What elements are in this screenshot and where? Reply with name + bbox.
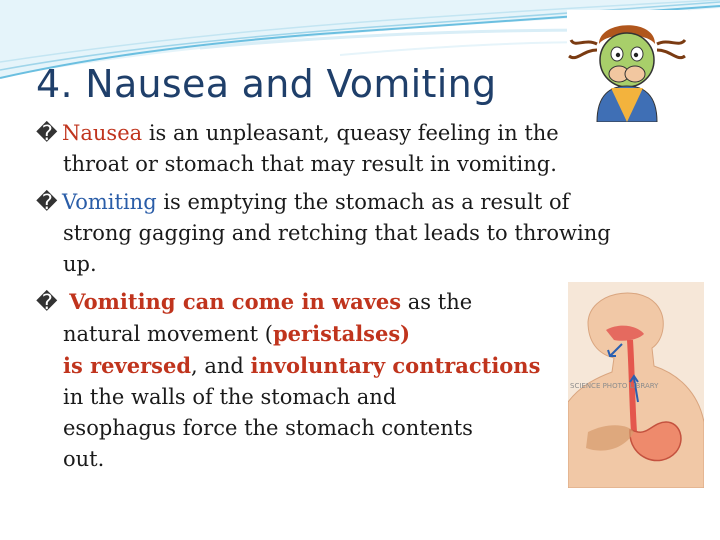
text-segment: as the bbox=[401, 290, 473, 314]
text-segment: strong gagging and retching that leads to throwing bbox=[63, 221, 611, 245]
emphasis-text: Vomiting bbox=[62, 190, 157, 214]
emphasis-text: is reversed bbox=[63, 353, 192, 378]
bullet-line bbox=[36, 118, 559, 149]
bullet-nausea bbox=[36, 118, 559, 180]
emphasis-text: peristalses) bbox=[272, 321, 411, 346]
bullet-line bbox=[36, 350, 540, 382]
bullet-marker-icon: � bbox=[36, 190, 58, 214]
watermark-text: SCIENCE PHOTO LIBRARY bbox=[570, 382, 659, 390]
bullet-marker-icon: � bbox=[36, 121, 58, 145]
bullet-line bbox=[36, 218, 611, 249]
text-segment: esophagus force the stomach contents bbox=[63, 416, 473, 440]
slide-title: 4. Nausea and Vomiting bbox=[36, 62, 497, 106]
bullet-marker-icon: � bbox=[36, 290, 58, 314]
text-segment: out. bbox=[63, 447, 105, 471]
text-segment: is an unpleasant, queasy feeling in the bbox=[142, 121, 559, 145]
text-segment: up. bbox=[63, 252, 97, 276]
bullet-line bbox=[36, 318, 540, 350]
text-segment: throat or stomach that may result in vomiting. bbox=[63, 152, 557, 176]
text-segment: in the walls of the stomach and bbox=[63, 385, 397, 409]
bullet-line bbox=[36, 413, 540, 444]
bullet-vomiting-waves bbox=[36, 286, 540, 475]
emphasis-text: Nausea bbox=[62, 121, 143, 145]
bullet-line bbox=[36, 249, 611, 280]
emphasis-text: Vomiting can come in waves bbox=[62, 289, 402, 314]
text-segment: , and bbox=[191, 354, 251, 378]
bullet-line bbox=[36, 382, 540, 413]
digestive-system-anatomy-icon bbox=[568, 282, 704, 488]
bullet-line bbox=[36, 286, 540, 318]
bullet-line bbox=[36, 187, 611, 218]
bullet-line bbox=[36, 149, 559, 180]
text-segment: natural movement ( bbox=[63, 322, 273, 346]
nauseous-girl-cartoon-icon bbox=[567, 10, 688, 122]
emphasis-text: involuntary contractions bbox=[250, 353, 541, 378]
bullet-line bbox=[36, 444, 540, 475]
bullet-vomiting-definition bbox=[36, 187, 611, 280]
text-segment: is emptying the stomach as a result of bbox=[156, 190, 570, 214]
